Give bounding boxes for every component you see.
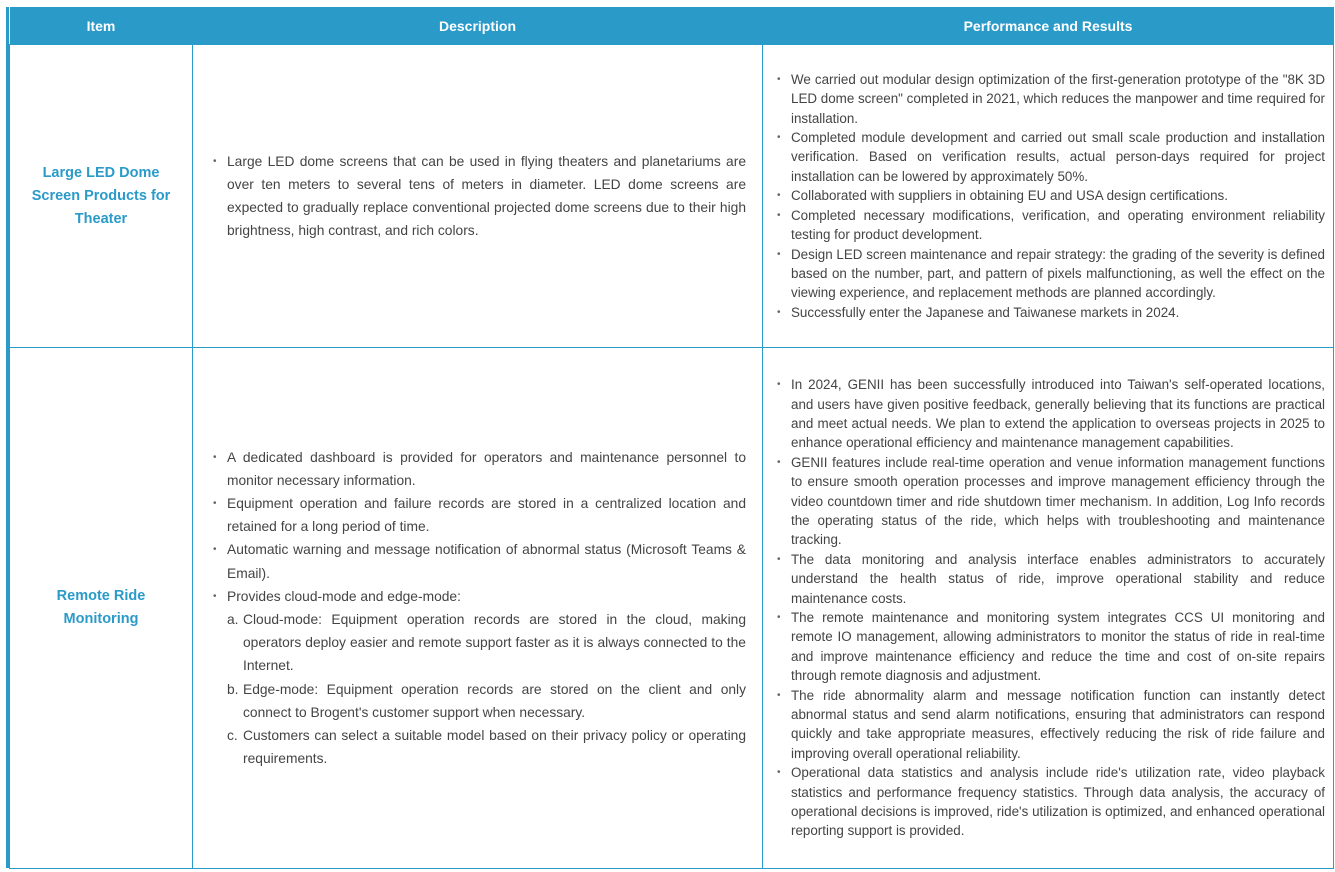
list-item-text: The data monitoring and analysis interface enables administrators to accurately understand the health status of ride, improve operational stability and reduce maintenance costs.: [791, 551, 1325, 606]
list-item-text: Equipment operation and failure records are stored in a centralized location and retained for a long period of time.: [227, 495, 746, 535]
sub-list-text: Edge-mode: Equipment operation records are stored on the client and only connect to Brogent's customer support when necessary.: [243, 681, 746, 720]
bullet-icon: •: [213, 155, 217, 167]
sub-list-text: Customers can select a suitable model based on their privacy policy or operating requirements.: [243, 728, 746, 767]
list-item-text: Successfully enter the Japanese and Taiwanese markets in 2024.: [791, 304, 1180, 320]
bullet-icon: •: [777, 73, 781, 85]
list-item-text: Operational data statistics and analysis include ride's utilization rate, video playback statistics and performance frequency statistics. Through data analysis, the accuracy of operational decisions is improved, ride's utilization is optimized, and enhanced operational reporting support is provided.: [791, 765, 1325, 839]
list-item-text: Collaborated with suppliers in obtaining EU and USA design certifications.: [791, 188, 1228, 204]
performance-cell: [763, 348, 1334, 869]
list-item-text: Completed necessary modifications, verification, and operating environment reliability testing for product development.: [791, 207, 1325, 243]
item-cell: [10, 348, 193, 869]
item-title: Remote Ride Monitoring: [56, 588, 146, 627]
header-row: [10, 7, 1334, 45]
list-item: [777, 245, 1325, 303]
bullet-icon: •: [777, 767, 781, 779]
header-performance: Performance and Results: [763, 7, 1334, 45]
performance-list: [777, 70, 1325, 322]
list-item-text: A dedicated dashboard is provided for operators and maintenance personnel to monitor necessary information.: [227, 449, 746, 488]
item-cell: [10, 45, 193, 348]
list-item-text: The ride abnormality alarm and message notification function can instantly detect abnormal status and send alarm notifications, ensuring that administrators can respond quickly and take appropriate measures, effectively reducing the risk of ride failure and improving overall operational reliability.: [791, 687, 1325, 761]
list-item-text: Large LED dome screens that can be used in flying theaters and planetariums are over ten meters to several tens of meters in diameter. LED dome screens are expected to gradually replace conventional projected dome screens due to their high brightness, high contrast, and rich colors.: [227, 153, 746, 239]
list-item: [213, 538, 746, 584]
performance-cell: [763, 45, 1334, 348]
bullet-icon: •: [213, 544, 217, 556]
list-item: [777, 70, 1325, 128]
sub-list-text: Cloud-mode: Equipment operation records are stored in the cloud, making operators deploy easier and remote support faster as it is always connected to the Internet.: [243, 612, 746, 674]
sub-list-item: [213, 608, 746, 678]
bullet-icon: •: [777, 248, 781, 260]
list-item-text: The remote maintenance and monitoring system integrates CCS UI monitoring and remote IO management, allowing administrators to monitor the status of ride in real-time and improve maintenance efficiency and reduce the time and cost of on-site repairs through remote diagnosis and adjustment.: [791, 610, 1325, 684]
list-item: [777, 206, 1325, 245]
bullet-icon: •: [777, 190, 781, 202]
list-item: [777, 550, 1325, 608]
results-table-container: [6, 7, 1333, 868]
results-table: [9, 7, 1334, 869]
list-item: [777, 453, 1325, 550]
header-description: Description: [193, 7, 763, 45]
item-title: Large LED Dome Screen Products for Theater: [31, 164, 171, 227]
sub-list-marker: b.: [227, 681, 239, 697]
list-item-text: In 2024, GENII has been successfully introduced into Taiwan's self-operated locations, and users have given positive feedback, generally believing that its functions are practical and meet actual needs. We plan to extend the application to overseas projects in 2025 to enhance operational efficiency and maintenance management capabilities.: [791, 377, 1325, 451]
bullet-icon: •: [777, 553, 781, 565]
sub-list-item: [213, 678, 746, 724]
bullet-icon: •: [213, 451, 217, 463]
list-item: [777, 686, 1325, 764]
bullet-icon: •: [777, 209, 781, 221]
bullet-icon: •: [777, 379, 781, 391]
list-item-text: We carried out modular design optimization of the first-generation prototype of the "8K 3D LED dome screen" completed in 2021, which reduces the manpower and time required for installation.: [791, 71, 1325, 126]
list-item: [213, 150, 746, 243]
list-item: [213, 585, 746, 608]
list-item: [777, 186, 1325, 205]
list-item-text: Provides cloud-mode and edge-mode:: [227, 588, 461, 604]
bullet-icon: •: [213, 590, 217, 602]
sub-list-item: [213, 724, 746, 770]
bullet-icon: •: [777, 612, 781, 623]
description-list: [213, 446, 746, 608]
list-item-text: GENII features include real-time operation and venue information management functions to ensure smooth operation processes and improve management efficiency through the video countdown timer and ride shutdown timer mechanism. In addition, Log Info records the operating status of the ride, which helps with troubleshooting and maintenance tracking.: [791, 454, 1325, 548]
list-item-text: Automatic warning and message notification of abnormal status (Microsoft Teams & Email).: [227, 542, 746, 581]
list-item: [777, 763, 1325, 841]
bullet-icon: •: [777, 132, 781, 144]
description-cell: [193, 348, 763, 869]
table-row: [10, 45, 1334, 348]
list-item: [777, 303, 1325, 322]
header-item: Item: [10, 7, 193, 45]
sub-list-marker: c.: [227, 728, 238, 744]
list-item-text: Design LED screen maintenance and repair strategy: the grading of the severity is defined based on the number, part, and pattern of pixels malfunctioning, as well the effect on the viewing experience, and replacement methods are planned accordingly.: [791, 246, 1325, 301]
description-list: [213, 150, 746, 243]
table-header: [10, 7, 1334, 45]
list-item-text: Completed module development and carried out small scale production and installation verification. Based on verification results, actual person-days required for project installation can be lowered by approximately 50%.: [791, 130, 1325, 184]
list-item: [777, 608, 1325, 686]
table-row: [10, 348, 1334, 869]
list-item: [777, 375, 1325, 453]
list-item: [213, 446, 746, 492]
list-item: [777, 128, 1325, 186]
bullet-icon: •: [777, 689, 781, 701]
bullet-icon: •: [213, 497, 217, 509]
sub-list-marker: a.: [227, 612, 239, 627]
description-cell: [193, 45, 763, 348]
bullet-icon: •: [777, 456, 781, 468]
list-item: [213, 492, 746, 538]
bullet-icon: •: [777, 306, 781, 318]
performance-list: [777, 375, 1325, 841]
